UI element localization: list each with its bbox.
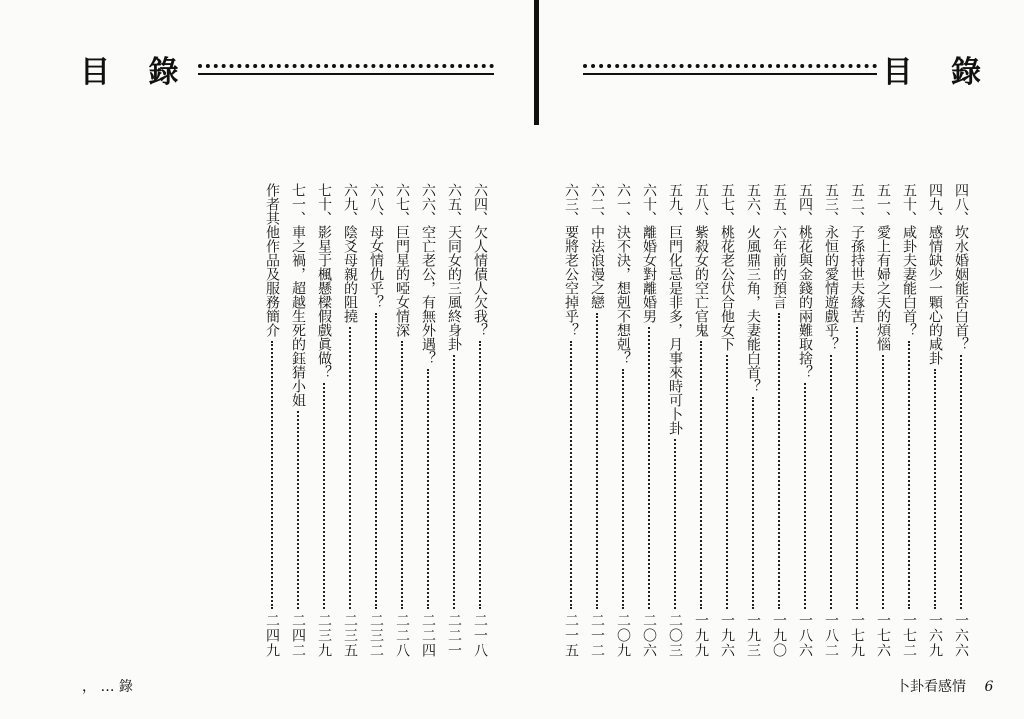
toc-entry[interactable] — [585, 183, 609, 658]
right-title-row — [577, 46, 995, 92]
toc-entry-page: 二三九 — [316, 613, 332, 658]
right-footer — [896, 676, 993, 696]
toc-entry-page: 一六六 — [953, 613, 969, 658]
toc-dot-leader — [960, 355, 962, 609]
toc-entry[interactable] — [689, 183, 713, 658]
toc-dot-leader — [934, 369, 936, 609]
toc-entry[interactable] — [715, 183, 739, 658]
toc-entry[interactable] — [286, 183, 310, 658]
toc-dot-leader — [752, 397, 754, 609]
toc-entry-page: 一七九 — [849, 613, 865, 658]
toc-dot-leader — [297, 411, 299, 609]
toc-dot-leader — [453, 355, 455, 609]
toc-entry[interactable] — [364, 183, 388, 658]
toc-entry-title: 五三、永恒的愛情遊戲乎？ — [823, 183, 839, 351]
right-footer-page-number: 6 — [984, 679, 994, 695]
toc-dot-leader — [778, 313, 780, 609]
toc-entry[interactable] — [741, 183, 765, 658]
toc-entry-page: 一八二 — [823, 613, 839, 658]
toc-dot-leader — [804, 383, 806, 609]
toc-entry[interactable] — [416, 183, 440, 658]
toc-entry[interactable] — [442, 183, 466, 658]
toc-entry-page: 一六九 — [927, 613, 943, 658]
right-page-title: 目 錄 — [882, 55, 995, 90]
toc-entry-title: 六十、離婚女對離婚男 — [641, 183, 657, 323]
toc-entry-title: 五四、桃花與金錢的兩難取捨？ — [797, 183, 813, 379]
toc-entry-page: 一九〇 — [771, 613, 787, 658]
toc-entry[interactable] — [949, 183, 973, 658]
toc-dot-leader — [830, 355, 832, 609]
toc-entry-title: 五五、六年前的預言 — [771, 183, 787, 309]
toc-entry-page: 二二八 — [394, 613, 410, 658]
toc-dot-leader — [349, 327, 351, 609]
toc-entry[interactable] — [897, 183, 921, 658]
toc-dot-leader — [427, 369, 429, 609]
toc-entry-title: 六二、中法浪漫之戀 — [589, 183, 605, 309]
toc-entry-title: 六九、陰爻母親的阻撓 — [342, 183, 358, 323]
toc-entry-page: 一九六 — [719, 613, 735, 658]
toc-entry[interactable] — [390, 183, 414, 658]
toc-entry-title: 四八、坎水婚姻能否白首？ — [953, 183, 969, 351]
toc-entry[interactable] — [468, 183, 492, 658]
toc-entry-page: 二〇六 — [641, 613, 657, 658]
toc-entry-title: 六三、要將老公空掉乎？ — [563, 183, 579, 337]
toc-entry-page: 一七二 — [901, 613, 917, 658]
toc-dot-leader — [596, 313, 598, 609]
toc-dot-leader — [271, 341, 273, 609]
toc-entry-page: 二四九 — [264, 613, 280, 658]
toc-dot-leader — [674, 439, 676, 609]
left-footer-label: 錄 — [118, 679, 133, 695]
toc-entry-title: 六四、欠人情債人欠我？ — [472, 183, 488, 337]
left-title-row — [80, 46, 500, 92]
toc-entry[interactable] — [845, 183, 869, 658]
toc-dot-leader — [479, 341, 481, 609]
toc-entry-page: 二二四 — [420, 613, 436, 658]
toc-entry[interactable] — [767, 183, 791, 658]
toc-dot-leader — [622, 369, 624, 609]
toc-entry[interactable] — [338, 183, 362, 658]
toc-dot-leader — [882, 355, 884, 609]
toc-dot-leader — [648, 327, 650, 609]
toc-entry[interactable] — [663, 183, 687, 658]
toc-entry-page: 一八六 — [797, 613, 813, 658]
toc-dot-leader — [401, 341, 403, 609]
right-toc-list — [563, 183, 973, 658]
toc-entry-title: 作者其他作品及服務簡介 — [264, 183, 280, 337]
toc-entry-title: 六八、母女情仇乎？ — [368, 183, 384, 309]
toc-entry[interactable] — [819, 183, 843, 658]
toc-dot-leader — [726, 355, 728, 609]
toc-entry-title: 五七、桃花老公伏合他女下 — [719, 183, 735, 351]
toc-entry[interactable] — [637, 183, 661, 658]
toc-entry-page: 二一八 — [472, 613, 488, 658]
left-footer-prefix: ， … — [82, 679, 115, 695]
toc-dot-leader — [856, 327, 858, 609]
toc-entry-page: 二一二 — [589, 613, 605, 658]
toc-entry-page: 二三五 — [342, 613, 358, 658]
toc-entry-title: 六一、決不決，想剋不想剋？ — [615, 183, 631, 365]
toc-entry[interactable] — [871, 183, 895, 658]
right-title-rule — [583, 64, 877, 75]
toc-entry-title: 五二、子孫持世夫緣苦 — [849, 183, 865, 323]
toc-entry-title: 四九、感情缺少一顆心的咸卦 — [927, 183, 943, 365]
toc-entry[interactable] — [559, 183, 583, 658]
toc-entry[interactable] — [312, 183, 336, 658]
toc-entry-page: 二一五 — [563, 613, 579, 658]
left-title-rule — [198, 64, 494, 75]
toc-entry-title: 五一、愛上有婦之夫的煩惱 — [875, 183, 891, 351]
toc-entry-page: 一九九 — [693, 613, 709, 658]
left-page-title: 目 錄 — [80, 55, 193, 90]
toc-entry[interactable] — [793, 183, 817, 658]
toc-entry-title: 五六、火風鼎三角，夫妻能白首？ — [745, 183, 761, 393]
gutter-rule — [534, 0, 539, 125]
toc-entry-title: 六五、天同女的三風終身卦 — [446, 183, 462, 351]
toc-entry[interactable] — [611, 183, 635, 658]
right-footer-label: 卜卦看感情 — [896, 679, 966, 695]
toc-entry-page: 二三二 — [368, 613, 384, 658]
toc-entry[interactable] — [260, 183, 284, 658]
toc-entry[interactable] — [923, 183, 947, 658]
toc-entry-title: 六六、空亡老公，有無外遇？ — [420, 183, 436, 365]
toc-dot-leader — [570, 341, 572, 609]
right-page — [543, 0, 1024, 719]
toc-entry-title: 五九、巨門化忌是非多，月事來時可卜卦 — [667, 183, 683, 435]
toc-entry-page: 二〇三 — [667, 613, 683, 658]
toc-entry-title: 六七、巨門星的啞女情深 — [394, 183, 410, 337]
toc-dot-leader — [700, 341, 702, 609]
toc-entry-title: 七一、車之禍，超越生死的鈺猜小姐 — [290, 183, 306, 407]
toc-entry-title: 五八、紫殺女的空亡官鬼 — [693, 183, 709, 337]
toc-entry-page: 二四二 — [290, 613, 306, 658]
toc-dot-leader — [908, 341, 910, 609]
left-toc-list — [262, 183, 492, 658]
left-footer — [82, 676, 133, 696]
toc-entry-title: 七十、影星于楓懸樑假戲眞做？ — [316, 183, 332, 379]
toc-dot-leader — [323, 383, 325, 609]
toc-entry-page: 二〇九 — [615, 613, 631, 658]
toc-dot-leader — [375, 313, 377, 609]
toc-entry-page: 一九三 — [745, 613, 761, 658]
toc-entry-page: 二二一 — [446, 613, 462, 658]
toc-entry-title: 五十、咸卦夫妻能白首？ — [901, 183, 917, 337]
toc-entry-page: 一七六 — [875, 613, 891, 658]
